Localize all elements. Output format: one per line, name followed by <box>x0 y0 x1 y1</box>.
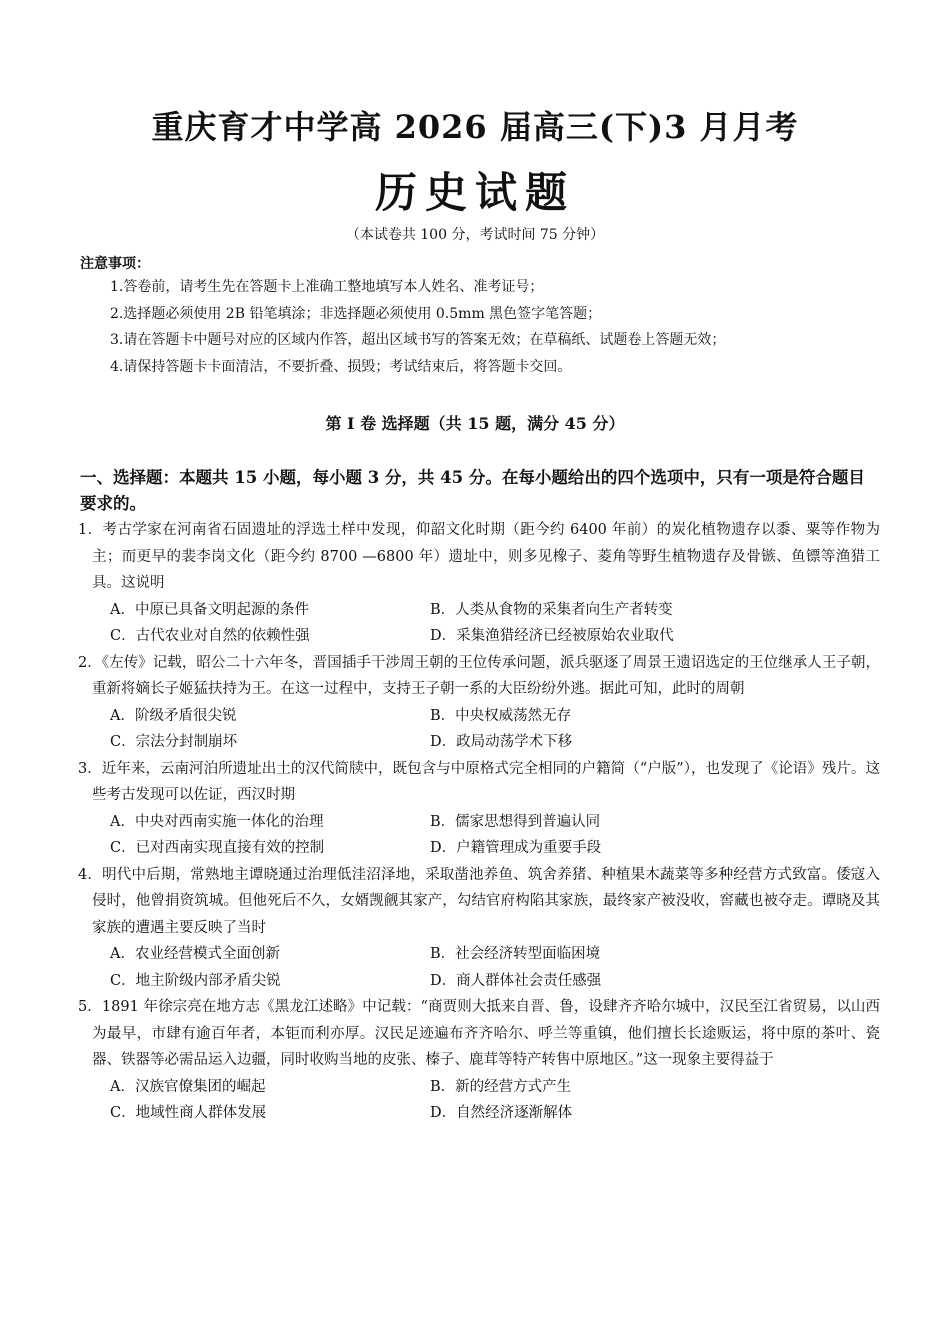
question-stem: 1．考古学家在河南省石固遗址的浮选土样中发现，仰韶文化时期（距今约 6400 年前）的炭化植物遗存以黍、粟等作物为主；而更早的裴李岗文化（距今约 8700 —6800 年）遗址中，则多见橡子、菱角等野生植物遗存及骨镞、鱼镖等渔猎工具。这说明 <box>78 522 880 591</box>
option-d: D．户籍管理成为重要手段 <box>430 840 602 856</box>
question-stem: 3．近年来，云南河泊所遗址出土的汉代简牍中，既包含与中原格式完全相同的户籍简（“户版”），也发现了《论语》残片。这些考古发现可以佐证，西汉时期 <box>78 760 880 803</box>
option-group <box>78 941 880 994</box>
school-title: 重庆育才中学高 2026 届高三(下)3 月月考 <box>151 108 799 146</box>
note-item: 4.请保持答题卡卡面清洁，不要折叠、损毁；考试结束后，将答题卡交回。 <box>110 358 572 375</box>
option-group <box>78 809 880 862</box>
option-c: C．已对西南实现直接有效的控制 <box>110 840 325 856</box>
question-4 <box>78 862 880 995</box>
question-stem: 2．《左传》记载，昭公二十六年冬，晋国插手干涉周王朝的王位传承问题，派兵驱逐了周景王遗诏选定的王位继承人王子朝，重新将嫡长子姬猛扶持为王。在这一过程中，支持王子朝一系的大臣纷纷外逃。据此可知，此时的周朝 <box>78 654 880 697</box>
option-b: B．人类从食物的采集者向生产者转变 <box>430 601 673 618</box>
option-c: C．宗法分封制崩坏 <box>110 734 238 750</box>
option-group <box>78 703 880 756</box>
option-a: A．中央对西南实施一体化的治理 <box>110 813 324 830</box>
option-group <box>78 1074 880 1127</box>
option-group <box>78 597 880 650</box>
question-stem: 5．1891 年徐宗亮在地方志《黑龙江述略》中记载：“商贾则大抵来自晋、鲁，设肆齐齐哈尔城中，汉民至江省贸易，以山西为最早，市肆有逾百年者，本钜而利亦厚。汉民足迹遍布齐齐哈尔、呼兰等重镇，他们擅长长途贩运，将中原的茶叶、瓷器、铁器等必需品运入边疆，同时收购当地的皮张、榛子、鹿茸等特产转售中原地区。”这一现象主要得益于 <box>78 999 880 1068</box>
notes-heading: 注意事项： <box>80 256 150 272</box>
option-a: A．中原已具备文明起源的条件 <box>110 601 309 618</box>
option-a: A．农业经营模式全面创新 <box>110 946 280 962</box>
notes-list <box>110 274 870 380</box>
option-b: B．中央权威荡然无存 <box>430 707 572 724</box>
option-d: D．采集渔猎经济已经被原始农业取代 <box>430 628 674 644</box>
option-c: C．地主阶级内部矛盾尖锐 <box>110 972 281 989</box>
question-3 <box>78 756 880 862</box>
option-c: C．地域性商人群体发展 <box>110 1105 267 1121</box>
note-item: 3.请在答题卡中题号对应的区域内作答，超出区域书写的答案无效；在草稿纸、试题卷上答题无效； <box>110 332 726 348</box>
question-5 <box>78 994 880 1127</box>
exam-info: （本试卷共 100 分，考试时间 75 分钟） <box>345 227 605 243</box>
option-b: B．儒家思想得到普遍认同 <box>430 813 601 830</box>
option-a: A．汉族官僚集团的崛起 <box>110 1078 266 1095</box>
question-1 <box>78 517 880 650</box>
option-d: D．政局动荡学术下移 <box>430 734 573 750</box>
option-b: B．社会经济转型面临困境 <box>430 946 601 962</box>
subject-title: 历史试题 <box>374 168 575 217</box>
part-intro: 一、选择题：本题共 15 小题，每小题 3 分，共 45 分。在每小题给出的四个选项中，只有一项是符合题目要求的。 <box>80 468 865 513</box>
option-d: D．商人群体社会责任感强 <box>430 972 602 989</box>
question-2 <box>78 650 880 756</box>
option-d: D．自然经济逐渐解体 <box>430 1105 573 1121</box>
note-item: 2.选择题必须使用 2B 铅笔填涂；非选择题必须使用 0.5mm 黑色签字笔答题； <box>110 305 602 322</box>
question-stem: 4．明代中后期，常熟地主谭晓通过治理低洼沼泽地，采取凿池养鱼、筑舍养猪、种植果木蔬菜等多种经营方式致富。倭寇入侵时，他曾捐资筑城。但他死后不久，女婿觊觎其家产，勾结官府构陷其家族，最终家产被没收，窖藏也被夺走。谭晓及其家族的遭遇主要反映了当时 <box>78 866 880 936</box>
option-b: B．新的经营方式产生 <box>430 1078 572 1095</box>
option-c: C．古代农业对自然的依赖性强 <box>110 628 310 644</box>
note-item: 1.答卷前，请考生先在答题卡上准确工整地填写本人姓名、准考证号； <box>110 279 544 295</box>
section-title: 第 I 卷 选择题（共 15 题，满分 45 分） <box>325 414 625 433</box>
option-a: A．阶级矛盾很尖锐 <box>110 707 237 724</box>
question-list <box>78 517 880 1127</box>
